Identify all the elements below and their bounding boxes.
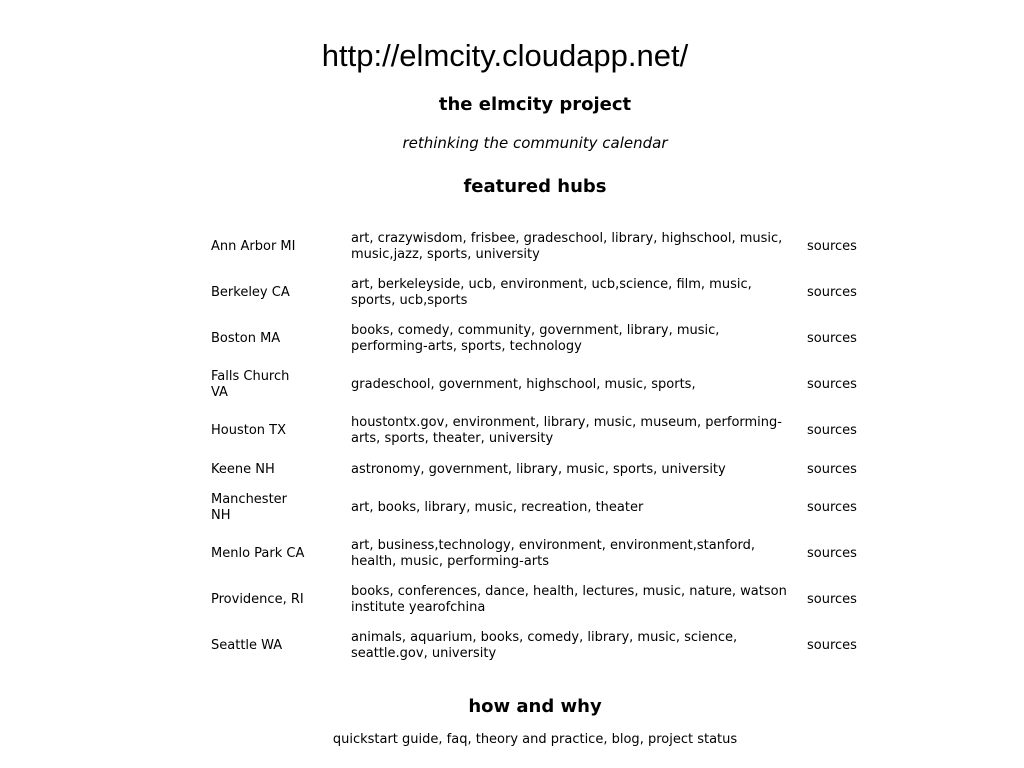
hub-city-link[interactable]: Falls Church VA [211, 369, 290, 400]
hub-topics[interactable]: houstontx.gov, environment, library, music, museum, performing-arts, sports, theater, university [351, 415, 782, 446]
page-heading: the elmcity project [438, 94, 632, 115]
sources-link[interactable]: sources [807, 638, 857, 653]
hub-row-manchester [205, 485, 867, 531]
hub-topics[interactable]: animals, aquarium, books, comedy, library, music, science, seattle.gov, university [351, 630, 738, 661]
project-status-link[interactable]: project status [647, 732, 738, 747]
hub-row-boston [205, 316, 867, 362]
hub-topics[interactable]: art, books, library, music, recreation, theater [351, 500, 644, 515]
hub-row-berkeley [205, 270, 867, 316]
sources-link[interactable]: sources [807, 377, 857, 392]
sources-link[interactable]: sources [807, 500, 857, 515]
page-tagline: rethinking the community calendar [402, 134, 668, 152]
hub-city-link[interactable]: Manchester NH [211, 492, 288, 523]
sources-link[interactable]: sources [807, 546, 857, 561]
how-and-why-heading: how and why [468, 696, 602, 717]
quickstart-guide-link[interactable]: quickstart guide [332, 732, 439, 747]
hub-topics[interactable]: books, comedy, community, government, library, music, performing-arts, sports, technology [351, 323, 720, 354]
sources-link[interactable]: sources [807, 331, 857, 346]
link-separator: , [603, 732, 612, 747]
sources-link[interactable]: sources [807, 423, 857, 438]
link-separator: , [438, 732, 447, 747]
how-and-why-links [300, 730, 770, 750]
faq-link[interactable]: faq [446, 732, 468, 747]
hub-topics[interactable]: art, berkeleyside, ucb, environment, ucb,science, film, music, sports, ucb,sports [351, 277, 752, 308]
hub-topics[interactable]: gradeschool, government, highschool, music, sports, [351, 377, 696, 392]
featured-hubs-heading: featured hubs [463, 176, 607, 197]
sources-link[interactable]: sources [807, 285, 857, 300]
sources-link[interactable]: sources [807, 461, 857, 477]
sources-link[interactable]: sources [807, 239, 857, 254]
hub-row-menlo-park [205, 531, 867, 577]
hub-city-link[interactable]: Boston MA [211, 331, 281, 346]
blog-link[interactable]: blog [611, 732, 640, 747]
link-separator: , [639, 732, 648, 747]
theory-and-practice-link[interactable]: theory and practice [475, 732, 604, 747]
hub-city-link[interactable]: Keene NH [211, 461, 275, 477]
hub-topics[interactable]: astronomy, government, library, music, sports, university [351, 461, 726, 477]
hub-city-link[interactable]: Seattle WA [211, 638, 283, 653]
hubs-table [205, 224, 867, 669]
hub-topics[interactable]: books, conferences, dance, health, lectures, music, nature, watson institute yearofchina [351, 584, 787, 615]
hub-city-link[interactable]: Berkeley CA [211, 285, 290, 300]
hub-topics[interactable]: art, business,technology, environment, environment,stanford, health, music, performing-arts [351, 538, 756, 569]
hub-row-keene [205, 454, 867, 485]
hub-city-link[interactable]: Houston TX [211, 423, 287, 438]
hub-row-ann-arbor [205, 224, 867, 270]
hub-row-houston [205, 408, 867, 454]
hub-row-falls-church [205, 362, 867, 408]
hub-row-seattle [205, 623, 867, 669]
hub-topics[interactable]: art, crazywisdom, frisbee, gradeschool, library, highschool, music, music,jazz, sports, university [351, 231, 783, 262]
hub-row-providence [205, 577, 867, 623]
sources-link[interactable]: sources [807, 592, 857, 607]
hub-city-link[interactable]: Menlo Park CA [211, 546, 305, 561]
hub-city-link[interactable]: Ann Arbor MI [211, 239, 296, 254]
link-separator: , [467, 732, 476, 747]
hub-city-link[interactable]: Providence, RI [211, 592, 304, 607]
slide-title: http://elmcity.cloudapp.net/ [321, 38, 689, 73]
